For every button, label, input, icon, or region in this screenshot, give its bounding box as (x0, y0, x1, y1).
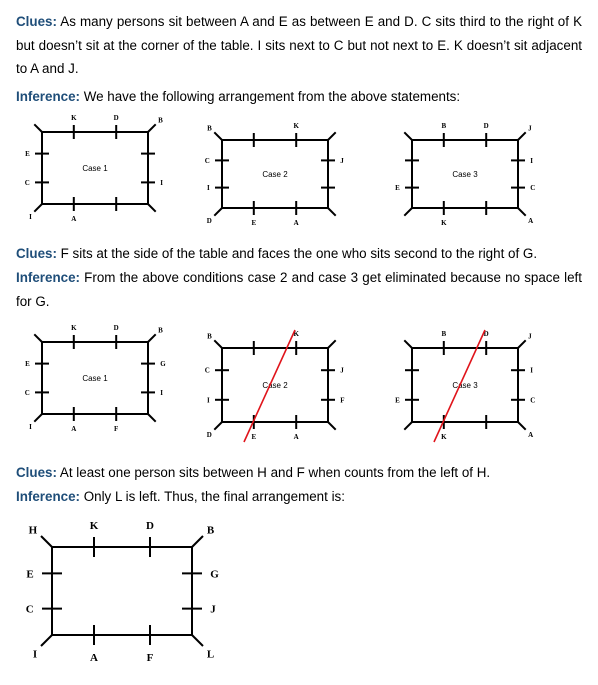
clue-text: At least one person sits between H and F when counts from the left of H. (56, 465, 491, 480)
clue-paragraph-3 (16, 461, 582, 485)
seat-label-tr: B (206, 524, 215, 537)
corner-seat-bottom-left (41, 635, 52, 646)
seat-label-top2: D (146, 519, 154, 532)
clues-label: Clues: (16, 465, 57, 480)
corner-seat-top-left (214, 132, 222, 140)
seat-label-bl: I (29, 213, 32, 222)
seat-label-tl: B (207, 332, 212, 341)
seat-label-top2: K (293, 121, 299, 130)
case-label: Case 3 (452, 170, 478, 179)
seat-label-top2: D (113, 113, 119, 122)
corner-seat-bottom-left (214, 208, 222, 216)
corner-seat-top-left (34, 124, 42, 132)
seat-label-top2: D (483, 329, 489, 338)
inference-label: Inference: (16, 270, 80, 285)
clues-label: Clues: (16, 14, 57, 29)
seat-label-r1: I (530, 156, 533, 165)
corner-seat-bottom-right (148, 204, 156, 212)
case-label: Case 3 (452, 381, 478, 390)
seat-label-tr: J (528, 332, 532, 341)
seat-label-r2: J (210, 603, 216, 616)
seat-label-r2: F (340, 396, 345, 405)
corner-seat-bottom-right (518, 422, 526, 430)
seat-label-b1: K (441, 433, 447, 442)
seat-label-b1: A (71, 425, 77, 434)
corner-seat-top-left (404, 132, 412, 140)
seat-label-l1: E (25, 150, 30, 159)
seat-label-top2: D (113, 323, 119, 332)
clue-paragraph-2 (16, 242, 582, 266)
seat-label-bl: I (32, 648, 38, 661)
seat-label-l2: I (207, 396, 210, 405)
inference-label: Inference: (16, 89, 80, 104)
seat-label-l2: C (25, 603, 34, 616)
inference-paragraph-2 (16, 266, 582, 313)
seat-label-bl: D (206, 431, 212, 440)
case-label: Case 2 (262, 170, 288, 179)
corner-seat-bottom-left (404, 422, 412, 430)
seat-label-r2: I (160, 388, 163, 397)
corner-seat-top-right (148, 334, 156, 342)
seat-label-l2: C (24, 178, 30, 187)
corner-seat-top-right (518, 340, 526, 348)
seat-label-r1: J (340, 156, 344, 165)
corner-seat-top-right (518, 132, 526, 140)
seat-label-l2: E (395, 184, 400, 193)
seat-label-r1: J (340, 366, 344, 375)
clue-text: As many persons sit between A and E as between E and D. C sits third to the right of K but doesn’t sit at the corner of the table. I sits next to C but not next to E. K doesn’t sit adjacent to A and J. (16, 14, 582, 76)
seating-table (205, 122, 345, 227)
seat-label-bl: I (29, 423, 32, 432)
corner-seat-bottom-left (214, 422, 222, 430)
seat-label-b2: A (293, 433, 299, 442)
clue-paragraph-1 (16, 10, 582, 81)
case-label: Case 1 (82, 164, 108, 173)
seat-label-l1: E (25, 360, 30, 369)
seat-label-tl: H (28, 524, 38, 537)
seat-label-b2: F (146, 651, 154, 664)
seat-label-l1: C (204, 156, 210, 165)
seat-label-b1: E (251, 433, 257, 442)
seat-label-br: L (206, 648, 215, 661)
corner-seat-bottom-left (34, 414, 42, 422)
seating-table (25, 324, 167, 433)
corner-seat-bottom-right (328, 208, 336, 216)
seat-label-r1: G (160, 360, 166, 369)
inference-paragraph-1 (16, 85, 582, 109)
seat-label-top2: D (483, 121, 489, 130)
case-diagrams-row-2 (0, 318, 598, 460)
final-arrangement-diagram (0, 505, 598, 685)
corner-seat-top-left (41, 536, 52, 547)
seat-label-l1: E (26, 568, 34, 581)
inference-text: We have the following arrangement from the above statements: (80, 89, 461, 104)
seat-label-l2: E (395, 396, 400, 405)
seat-label-top1: K (71, 323, 77, 332)
corner-seat-top-right (148, 124, 156, 132)
seat-label-b1: A (90, 651, 98, 664)
corner-seat-bottom-right (328, 422, 336, 430)
seat-label-br: A (528, 217, 534, 226)
inference-text: From the above conditions case 2 and case 3 get eliminated because no space left for G. (16, 270, 582, 309)
seat-label-tr: B (158, 326, 163, 335)
corner-seat-bottom-right (148, 414, 156, 422)
seat-label-b2: A (293, 219, 299, 228)
inference-label: Inference: (16, 489, 80, 504)
corner-seat-top-right (192, 536, 203, 547)
seat-label-r1: G (210, 568, 219, 581)
seating-table (205, 330, 345, 441)
corner-seat-top-left (214, 340, 222, 348)
clue-text: F sits at the side of the table and faces the one who sits second to the right of G. (56, 246, 538, 261)
seating-table (26, 520, 219, 664)
corner-seat-bottom-right (192, 635, 203, 646)
seat-label-tr: J (528, 124, 532, 133)
seat-label-r1: I (530, 366, 533, 375)
case-label: Case 2 (262, 381, 288, 390)
case-label: Case 1 (82, 374, 108, 383)
corner-seat-top-left (404, 340, 412, 348)
corner-seat-bottom-right (518, 208, 526, 216)
seat-label-b1: K (441, 219, 447, 228)
corner-seat-bottom-left (34, 204, 42, 212)
corner-seat-top-right (328, 340, 336, 348)
corner-seat-bottom-left (404, 208, 412, 216)
seat-label-tr: B (158, 116, 163, 125)
seat-label-bl: D (206, 217, 212, 226)
seat-label-b2: F (114, 425, 119, 434)
seat-label-l2: I (207, 184, 210, 193)
seat-label-top1: K (89, 519, 99, 532)
seating-table (25, 114, 164, 223)
seat-label-l2: C (24, 388, 30, 397)
clues-label: Clues: (16, 246, 57, 261)
seat-label-top1: K (71, 113, 77, 122)
seat-label-l1: C (204, 366, 210, 375)
seat-label-r2: I (160, 178, 163, 187)
seat-label-tl: B (207, 124, 212, 133)
seat-label-top1: B (441, 329, 447, 338)
seat-label-b1: A (71, 215, 77, 224)
corner-seat-top-left (34, 334, 42, 342)
seat-label-top2: K (293, 329, 299, 338)
inference-text: Only L is left. Thus, the final arrangement is: (80, 489, 345, 504)
seat-label-top1: B (441, 121, 447, 130)
seat-label-b1: E (251, 219, 257, 228)
seat-label-r2: C (530, 396, 536, 405)
seating-table (395, 330, 535, 441)
case-diagrams-row-1 (0, 108, 598, 244)
corner-seat-top-right (328, 132, 336, 140)
seating-table (395, 122, 535, 227)
seat-label-br: A (528, 431, 534, 440)
seat-label-r2: C (530, 184, 536, 193)
